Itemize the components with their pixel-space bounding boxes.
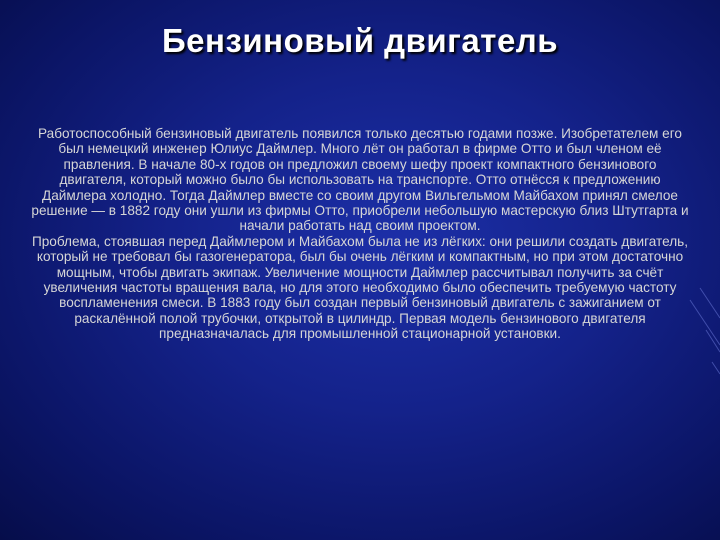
paragraph-daimler-history: Работоспособный бензиновый двигатель появился только десятью годами позже. Изобретателем его был немецкий инженер Юлиус Даймлер. Много лёт он работал в фирме Отто и был членом её правления. В начале 80-х годов он предложил своему шефу проект компактного бензинового двигателя, который можно было бы использовать на транспорте. Отто отнёсся к предложению Даймлера холодно. Тогда Даймлер вместе со своим другом Вильгельмом Майбахом принял смелое решение — в 1882 году они ушли из фирмы Отто, приобрели небольшую мастерскую близ Штутгарта и начали работать над своим проектом. [31,126,689,234]
paragraph-engine-problem: Проблема, стоявшая перед Даймлером и Майбахом была не из лёгких: они решили создать двигатель, который не требовал бы газогенератора, был бы очень лёгким и компактным, но при этом достаточно мощным, чтобы двигать экипаж. Увеличение мощности Даймлер рассчитывал получить за счёт увеличения частоты вращения вала, но для этого необходимо было обеспечить требуемую частоту воспламенения смеси. В 1883 году был создан первый бензиновый двигатель с зажиганием от раскалённой полой трубочки, открытой в цилиндр. Первая модель бензинового двигателя предназначалась для промышленной стационарной установки. [31,233,689,342]
slide-title: Бензиновый двигатель [161,22,559,59]
slide-body [30,126,690,342]
